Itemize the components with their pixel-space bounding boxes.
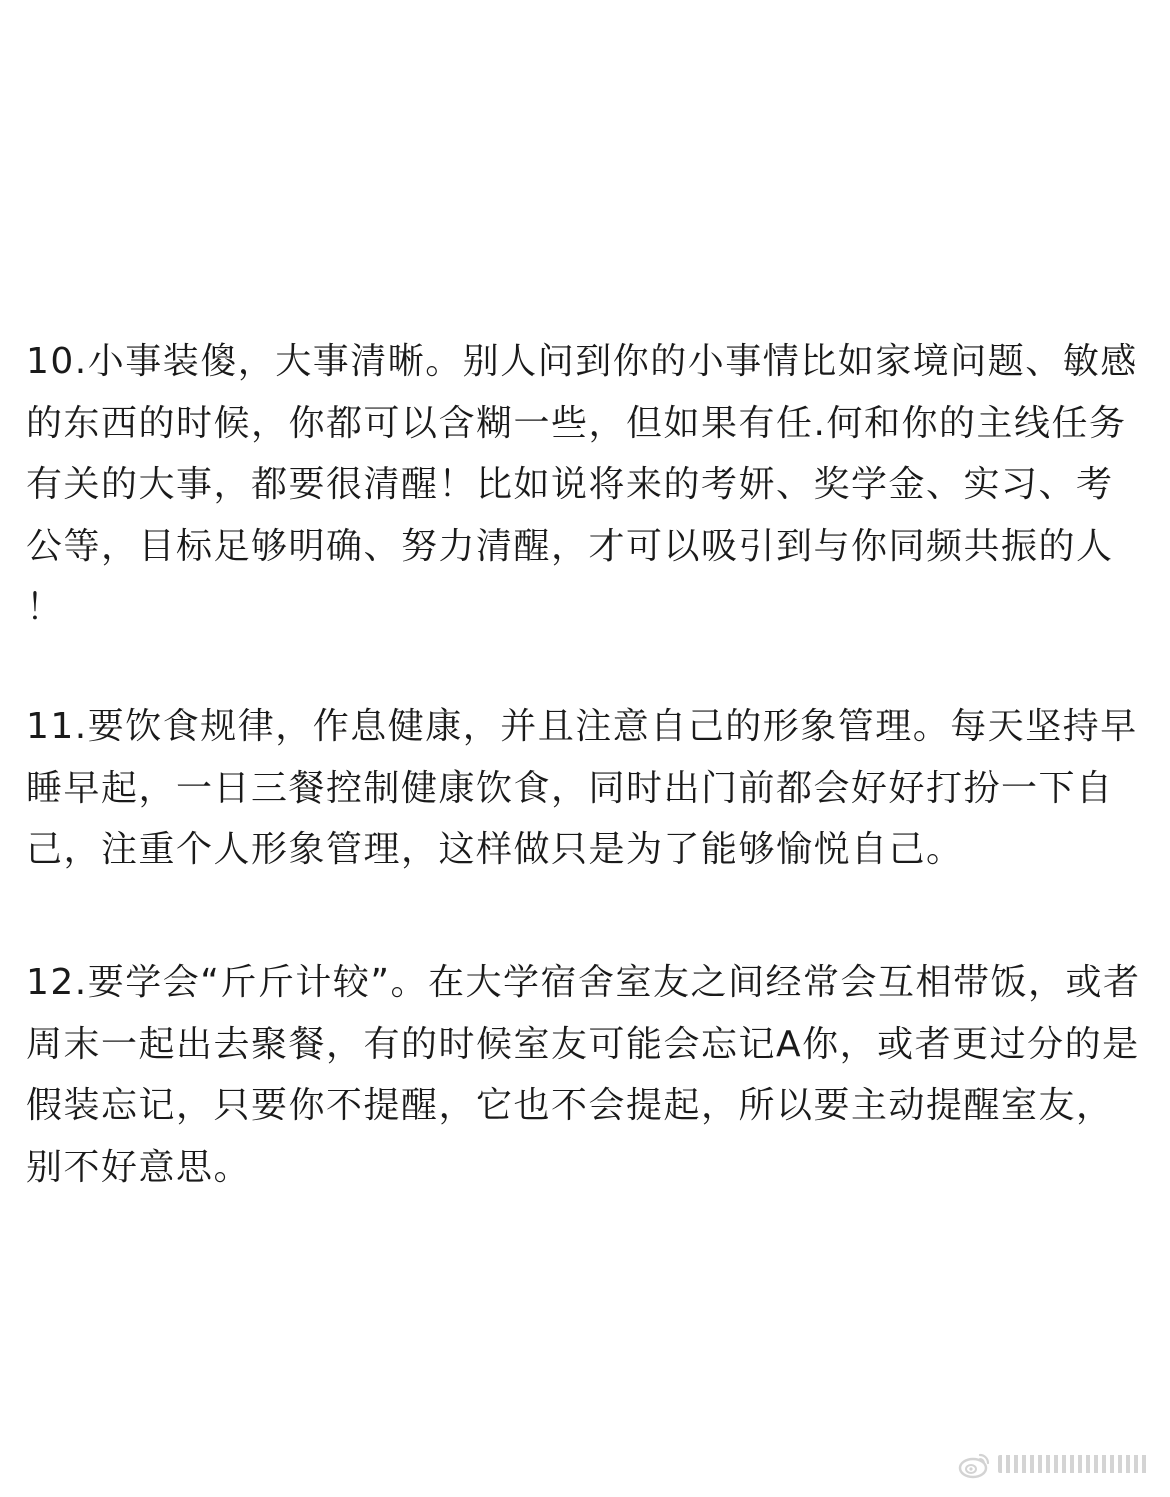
paragraph-11: 11.要饮食规律，作息健康，并且注意自己的形象管理。每天坚持早睡早起，一日三餐控制健康饮食，同时出门前都会好好打扮一下自己，注重个人形象管理，这样做只是为了能够愉悦自己。 bbox=[26, 706, 1138, 870]
watermark-text-glyphs bbox=[998, 1455, 1148, 1473]
paragraph-12: 12.要学会“斤斤计较”。在大学宿舍室友之间经常会互相带饭，或者周末一起出去聚餐，有的时候室友可能会忘记A你，或者更过分的是假装忘记，只要你不提醒，它也不会提起，所以要主动提醒室友，别不好意思。 bbox=[26, 962, 1141, 1188]
watermark bbox=[958, 1445, 1148, 1483]
weibo-logo-icon bbox=[958, 1449, 992, 1479]
paragraph-10: 10.小事装傻，大事清晰。别人问到你的小事情比如家境问题、敏感的东西的时候，你都可以含糊一些，但如果有任.何和你的主线任务有关的大事，都要很清醒！比如说将来的考妍、奖学金、实习、考公等，目标足够明确、努力清醒，才可以吸引到与你同频共振的人！ bbox=[26, 341, 1138, 628]
